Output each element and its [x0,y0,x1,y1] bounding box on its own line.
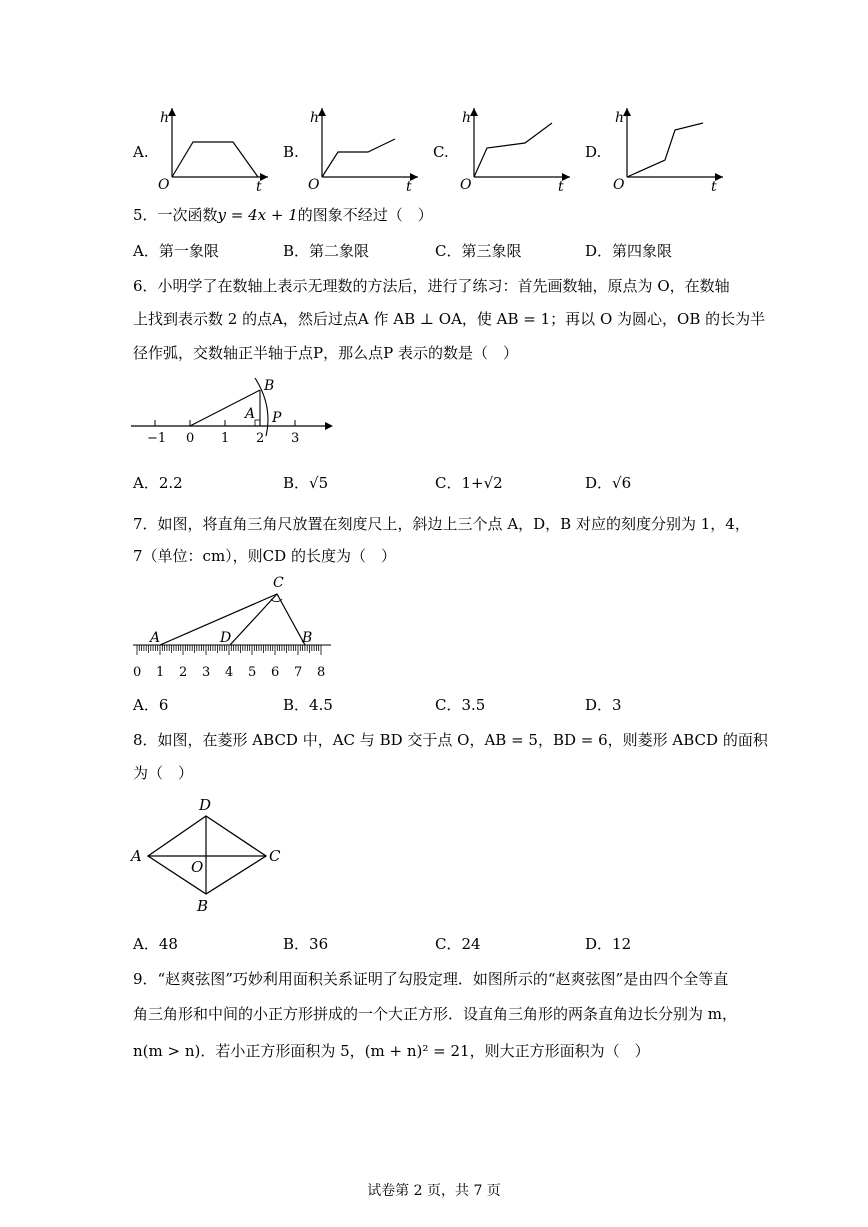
q4-c-o: O [460,177,472,193]
q7-label-d: D [220,630,232,646]
q8-label-d: D [199,796,212,814]
q5-option-d: D．第四象限 [585,242,673,260]
q6-option-a: A．2.2 [133,474,183,492]
q4-a-t: t [256,179,262,195]
q4-graph-d [605,100,730,195]
q7-label-b: B [302,630,313,646]
q6-tick-2: 2 [256,431,265,446]
q4-graph-a [150,100,275,195]
q8-label-c: C [269,847,281,865]
q4-b-t: t [406,179,412,195]
q6-line-3: 径作弧，交数轴正半轴于点P，那么点P 表示的数是（ ） [133,344,518,362]
q6-tick-neg1: −1 [147,431,167,446]
q4-b-o: O [308,177,320,193]
q7-option-b: B．4.5 [283,696,333,714]
q4-option-b-label: B. [283,143,299,161]
q4-b-h: h [310,110,320,126]
q6-option-d: D．√6 [585,474,632,492]
q7-line-1: 7．如图，将直角三角尺放置在刻度尺上，斜边上三个点 A，D，B 对应的刻度分别为 1，4， [133,515,750,533]
q7-tick-1: 1 [156,665,165,680]
q7-tick-7: 7 [294,665,303,680]
page-footer: 试卷第 2 页，共 7 页 [367,1183,501,1199]
q7-tick-6: 6 [271,665,280,680]
q5-stem [133,204,433,225]
q7-label-a: A [150,630,161,646]
q8-option-d: D．12 [585,935,632,953]
q8-label-o: O [191,858,204,876]
q7-tick-0: 0 [133,665,142,680]
q4-d-h: h [615,110,625,126]
q4-option-a-label: A. [133,143,149,161]
q7-ruler-figure [125,572,340,682]
q4-graph-b [300,100,425,195]
q8-label-a: A [131,847,142,865]
q6-label-b: B [264,378,275,394]
q6-number-line-figure [125,370,345,450]
q4-graph-c [452,100,577,195]
q7-option-a: A．6 [133,696,169,714]
q7-option-c: C．3.5 [435,696,486,714]
q8-label-b: B [197,897,209,915]
q6-line-2: 上找到表示数 2 的点A，然后过点A 作 AB ⊥ OA，使 AB = 1；再以 O 为圆心，OB 的长为半 [133,310,766,328]
q5-stem-b: 的图象不经过（ ） [297,206,433,224]
q8-line-1: 8．如图，在菱形 ABCD 中，AC 与 BD 交于点 O，AB = 5，BD = 6，则菱形 ABCD 的面积 [133,731,768,749]
q7-option-d: D．3 [585,696,622,714]
q7-label-c: C [273,575,284,591]
q4-a-o: O [158,177,170,193]
q9-line-1: 9．“赵爽弦图”巧妙利用面积关系证明了勾股定理．如图所示的“赵爽弦图”是由四个全等直 [133,970,729,988]
q6-tick-3: 3 [291,431,300,446]
q8-option-c: C．24 [435,935,481,953]
q4-option-d-label: D. [585,143,602,161]
q6-tick-0: 0 [186,431,195,446]
q8-option-b: B．36 [283,935,329,953]
q4-option-c-label: C. [433,143,449,161]
q4-c-h: h [462,110,472,126]
q5-option-b: B．第二象限 [283,242,370,260]
q5-option-a: A．第一象限 [133,242,219,260]
q4-d-o: O [613,177,625,193]
q5-stem-a: 5．一次函数 [133,206,218,224]
q4-d-t: t [711,179,717,195]
q6-option-c: C．1+√2 [435,474,503,492]
q5-formula: y = 4x + 1 [217,206,298,224]
q6-line-1: 6．小明学了在数轴上表示无理数的方法后，进行了练习：首先画数轴，原点为 O，在数轴 [133,277,730,295]
q7-tick-8: 8 [317,665,326,680]
q9-line-3: n(m > n)．若小正方形面积为 5，(m + n)² = 21，则大正方形面积为（ ） [133,1042,650,1060]
q7-tick-5: 5 [248,665,257,680]
q8-option-a: A．48 [133,935,178,953]
q9-line-2: 角三角形和中间的小正方形拼成的一个大正方形．设直角三角形的两条直角边长分别为 m， [133,1005,737,1023]
q6-tick-1: 1 [221,431,230,446]
q7-tick-4: 4 [225,665,234,680]
q6-label-p: P [272,410,282,426]
q6-label-a: A [245,406,256,422]
q7-tick-2: 2 [179,665,188,680]
q8-line-2: 为（ ） [133,764,194,782]
q6-option-b: B．√5 [283,474,329,492]
q7-tick-3: 3 [202,665,211,680]
q7-line-2: 7（单位：cm），则CD 的长度为（ ） [133,547,396,565]
q8-rhombus-figure [128,793,288,918]
q4-c-t: t [558,179,564,195]
q4-a-h: h [160,110,170,126]
q5-option-c: C．第三象限 [435,242,522,260]
